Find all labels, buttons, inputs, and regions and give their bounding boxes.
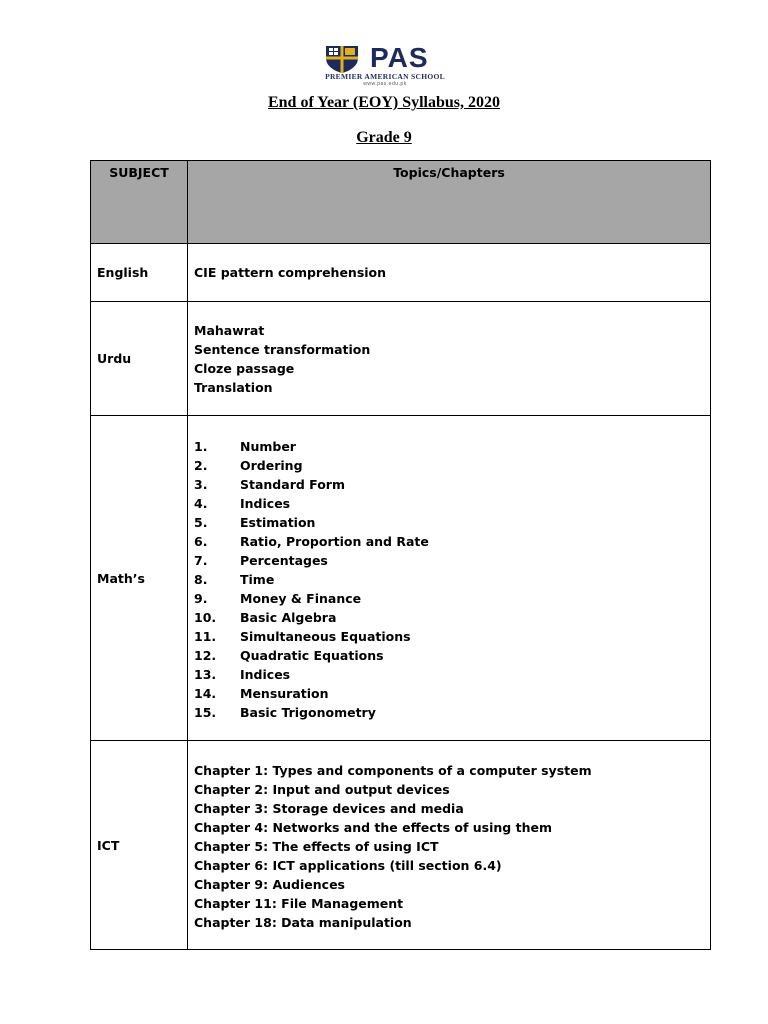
grade-title: Grade 9 (356, 129, 412, 146)
syllabus-table (90, 160, 711, 950)
topic-number: 13. (194, 666, 217, 682)
topic-number: 10. (194, 609, 217, 625)
topics-cell (188, 302, 711, 416)
topic-item: Chapter 1: Types and components of a computer system (194, 763, 592, 778)
topic-number: 9. (194, 590, 208, 606)
topic-number: 4. (194, 495, 208, 511)
topic-item: Chapter 4: Networks and the effects of using them (194, 820, 552, 835)
topic-item: Chapter 6: ICT applications (till section 6.4) (194, 858, 502, 873)
topic-number: 8. (194, 571, 208, 587)
topic-item (194, 589, 704, 608)
logo-brand: PAS (370, 42, 429, 73)
document-title: End of Year (EOY) Syllabus, 2020 (267, 94, 501, 111)
topic-number: 15. (194, 704, 217, 720)
topic-item (194, 665, 704, 684)
topic-number: 12. (194, 647, 217, 663)
logo-url: www.pas.edu.pk (363, 81, 407, 87)
topics-cell (188, 416, 711, 741)
topic-text: Indices (240, 495, 291, 511)
header-subject: SUBJECT (91, 161, 188, 244)
topic-text: Quadratic Equations (240, 647, 384, 663)
topic-item (194, 570, 704, 589)
topic-item: Chapter 3: Storage devices and media (194, 801, 464, 816)
topic-item (194, 684, 704, 703)
shield-logo-icon (324, 44, 360, 74)
subject-cell: English (91, 244, 188, 302)
topic-item (194, 494, 704, 513)
topic-item (194, 646, 704, 665)
topic-item (194, 532, 704, 551)
table-row (91, 302, 711, 416)
topic-text: Number (240, 438, 296, 454)
topic-text: Simultaneous Equations (240, 628, 411, 644)
topic-text: Time (240, 571, 275, 587)
topics-cell (188, 244, 711, 302)
topic-item (194, 703, 704, 722)
topic-item (194, 513, 704, 532)
topic-text: Estimation (240, 514, 316, 530)
subject-cell: Math’s (91, 416, 188, 741)
topic-item: Translation (194, 379, 273, 395)
topic-number: 2. (194, 457, 208, 473)
topic-number: 7. (194, 552, 208, 568)
topic-number: 1. (194, 438, 208, 454)
topic-item (194, 627, 704, 646)
topic-item (194, 551, 704, 570)
topic-text: Basic Trigonometry (240, 704, 376, 720)
topic-item (194, 437, 704, 456)
topic-text: Standard Form (240, 476, 345, 492)
topic-item (194, 475, 704, 494)
topic-text: Percentages (240, 552, 328, 568)
topic-text: Ratio, Proportion and Rate (240, 533, 429, 549)
header-topics: Topics/Chapters (188, 161, 711, 244)
topics-cell (188, 741, 711, 950)
topic-text: Basic Algebra (240, 609, 337, 625)
topic-number: 11. (194, 628, 217, 644)
topic-item (194, 608, 704, 627)
table-row (91, 741, 711, 950)
topic-text: Ordering (240, 457, 303, 473)
topic-item: Mahawrat (194, 322, 265, 338)
table-row (91, 244, 711, 302)
topic-item: Chapter 5: The effects of using ICT (194, 839, 439, 854)
topic-number: 3. (194, 476, 208, 492)
subject-cell: ICT (91, 741, 188, 950)
topic-item: Chapter 18: Data manipulation (194, 915, 412, 930)
topic-item: Chapter 9: Audiences (194, 877, 345, 892)
topic-item (194, 456, 704, 475)
topic-item: Cloze passage (194, 360, 295, 376)
topic-item: CIE pattern comprehension (194, 265, 387, 280)
table-row (91, 416, 711, 741)
topic-number: 14. (194, 685, 217, 701)
topic-item: Chapter 2: Input and output devices (194, 782, 450, 797)
subject-cell: Urdu (91, 302, 188, 416)
topic-text: Mensuration (240, 685, 329, 701)
table-header-row (91, 161, 711, 244)
topic-text: Indices (240, 666, 291, 682)
topic-item: Sentence transformation (194, 341, 371, 357)
topic-number: 5. (194, 514, 208, 530)
school-logo (320, 42, 452, 90)
topic-item: Chapter 11: File Management (194, 896, 404, 911)
logo-tagline: PREMIER AMERICAN SCHOOL (325, 72, 445, 81)
topic-number: 6. (194, 533, 208, 549)
topic-text: Money & Finance (240, 590, 362, 606)
